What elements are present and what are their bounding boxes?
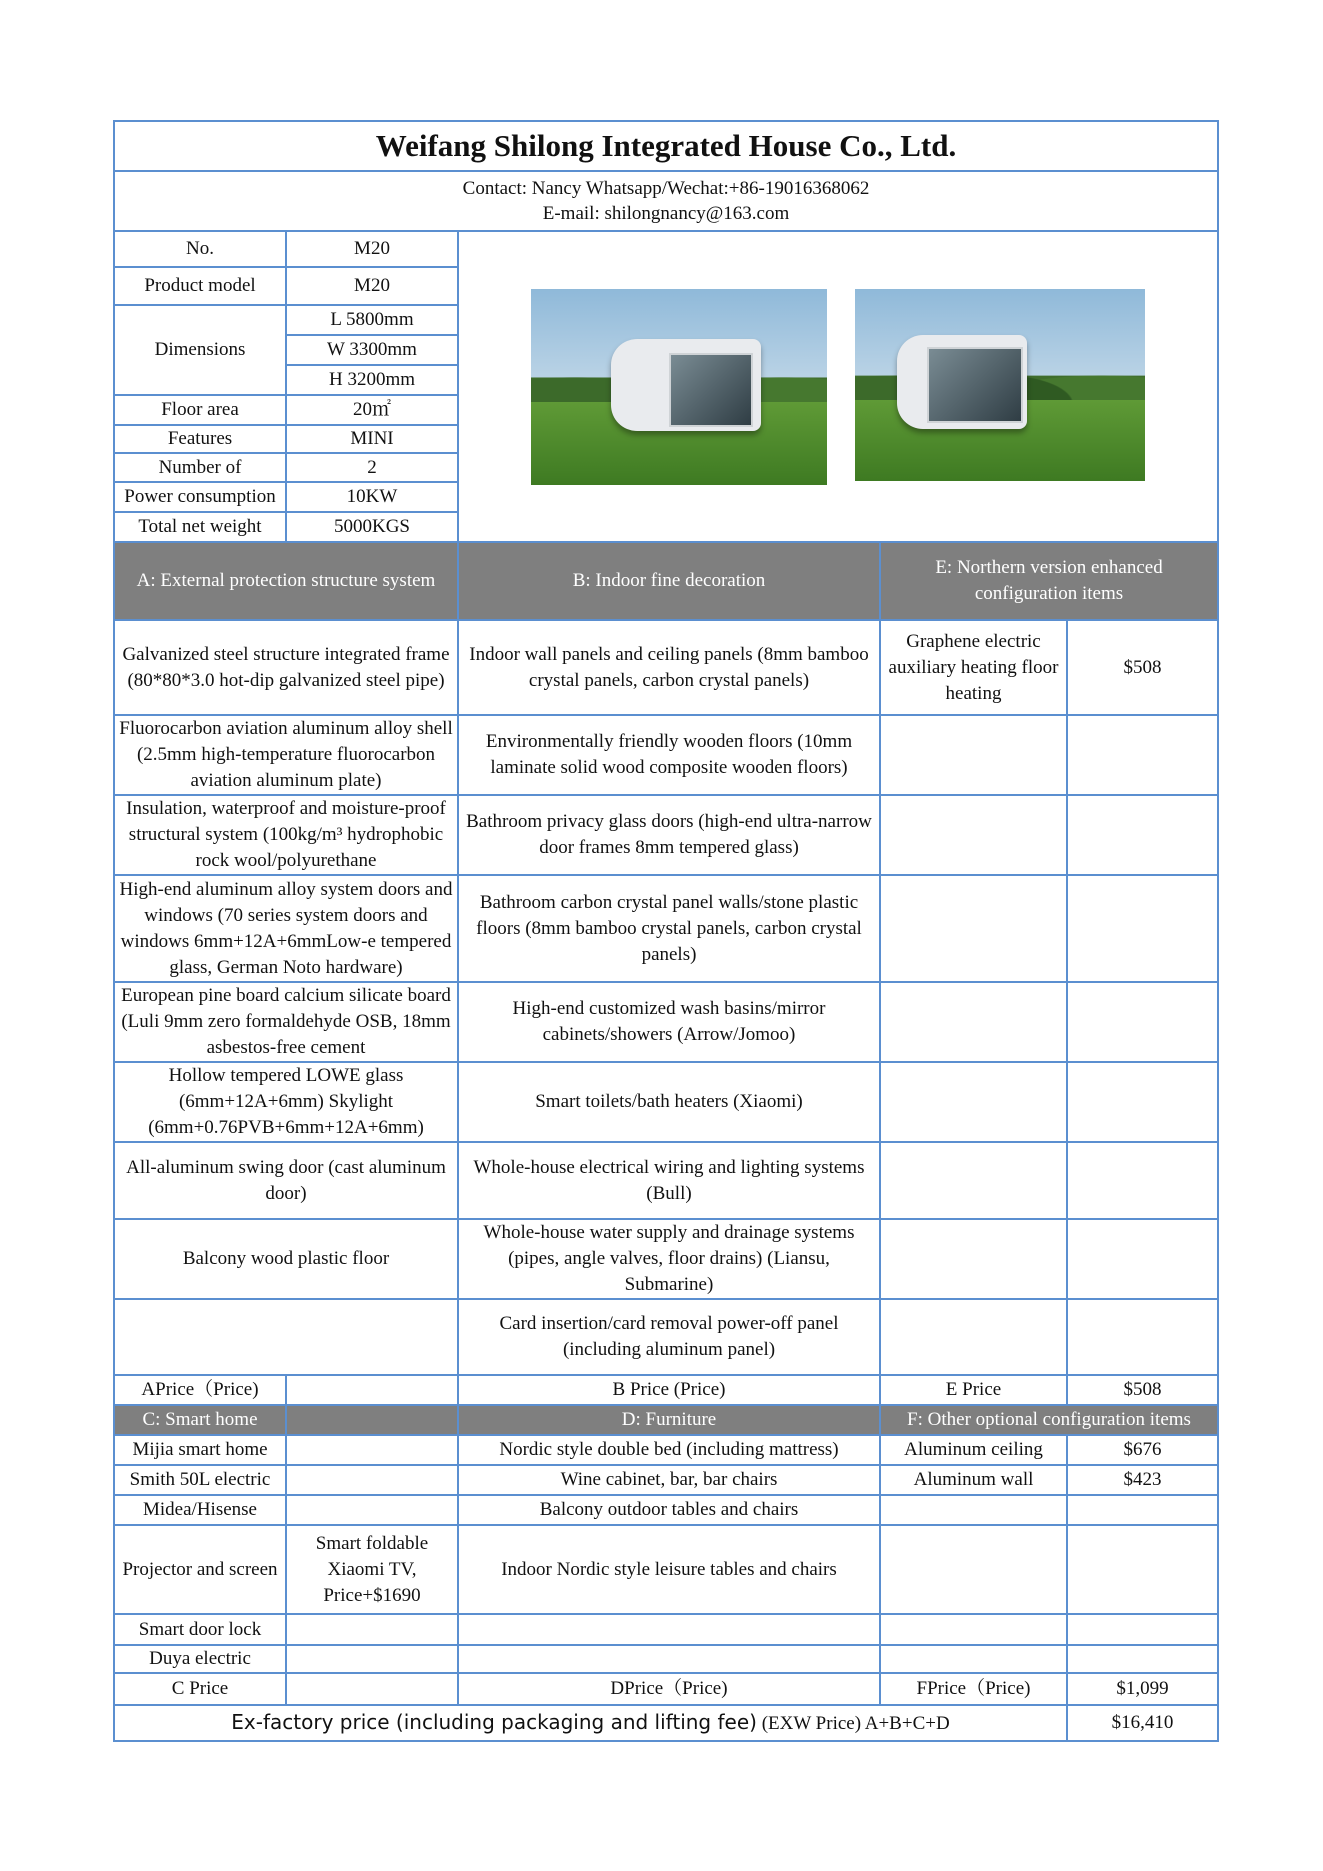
spec-weight-value: 5000KGS — [286, 512, 458, 542]
item-a-2: Fluorocarbon aviation aluminum alloy shell (2.5mm high-temperature fluorocarbon aviation aluminum plate) — [114, 715, 458, 795]
item-c-5: Smart door lock — [114, 1614, 286, 1645]
item-f-2-price: $423 — [1067, 1465, 1218, 1495]
spec-area-label: Floor area — [114, 395, 286, 425]
price-a-label: APrice（Price) — [114, 1375, 286, 1405]
item-d-4: Indoor Nordic style leisure tables and chairs — [458, 1525, 880, 1614]
spec-no-label: No. — [114, 231, 286, 267]
spec-area-value: 20㎡ — [286, 395, 458, 425]
item-f-1-price: $676 — [1067, 1435, 1218, 1465]
price-b-label: B Price (Price) — [458, 1375, 880, 1405]
spec-model-value: M20 — [286, 267, 458, 305]
price-c-value — [286, 1673, 458, 1705]
item-e-1: Graphene electric auxiliary heating floor heating — [880, 620, 1067, 715]
item-e-6-price — [1067, 1062, 1218, 1142]
item-a-1: Galvanized steel structure integrated frame (80*80*3.0 hot-dip galvanized steel pipe) — [114, 620, 458, 715]
section-d-header: D: Furniture — [458, 1405, 880, 1435]
item-e-7-price — [1067, 1142, 1218, 1219]
item-e-3-price — [1067, 795, 1218, 875]
item-e-2-price — [1067, 715, 1218, 795]
item-f-5 — [880, 1614, 1067, 1645]
item-b-8: Whole-house water supply and drainage systems (pipes, angle valves, floor drains) (Liansu, Submarine) — [458, 1219, 880, 1299]
section-f-header: F: Other optional configuration items — [880, 1405, 1218, 1435]
spec-features-value: MINI — [286, 425, 458, 453]
total-value: $16,410 — [1067, 1705, 1218, 1741]
item-c-2-detail — [286, 1465, 458, 1495]
item-f-5-price — [1067, 1614, 1218, 1645]
item-d-3: Balcony outdoor tables and chairs — [458, 1495, 880, 1525]
item-c-6-detail — [286, 1645, 458, 1673]
spec-dim-length: L 5800mm — [286, 305, 458, 335]
item-e-8 — [880, 1219, 1067, 1299]
section-e-header: E: Northern version enhanced configuration items — [880, 542, 1218, 620]
item-e-8-price — [1067, 1219, 1218, 1299]
item-b-7: Whole-house electrical wiring and lighting systems (Bull) — [458, 1142, 880, 1219]
spec-weight-label: Total net weight — [114, 512, 286, 542]
spec-number-label: Number of — [114, 453, 286, 482]
item-e-9 — [880, 1299, 1067, 1375]
section-c-header: C: Smart home — [114, 1405, 286, 1435]
item-c-4-detail: Smart foldable Xiaomi TV, Price+$1690 — [286, 1525, 458, 1614]
item-f-6-price — [1067, 1645, 1218, 1673]
contact-phone: Contact: Nancy Whatsapp/Wechat:+86-19016368062 — [462, 178, 870, 199]
item-b-6: Smart toilets/bath heaters (Xiaomi) — [458, 1062, 880, 1142]
item-e-6 — [880, 1062, 1067, 1142]
item-d-1: Nordic style double bed (including mattress) — [458, 1435, 880, 1465]
item-b-9: Card insertion/card removal power-off panel (including aluminum panel) — [458, 1299, 880, 1375]
item-f-4-price — [1067, 1525, 1218, 1614]
product-photos — [458, 231, 1218, 542]
quotation-sheet — [113, 120, 1217, 1742]
item-e-4-price — [1067, 875, 1218, 982]
item-c-2: Smith 50L electric — [114, 1465, 286, 1495]
item-e-5 — [880, 982, 1067, 1062]
item-b-3: Bathroom privacy glass doors (high-end ultra-narrow door frames 8mm tempered glass) — [458, 795, 880, 875]
item-a-8: Balcony wood plastic floor — [114, 1219, 458, 1299]
spec-dim-width: W 3300mm — [286, 335, 458, 365]
company-title: Weifang Shilong Integrated House Co., Ltd. — [114, 121, 1218, 171]
item-e-7 — [880, 1142, 1067, 1219]
item-f-2: Aluminum wall — [880, 1465, 1067, 1495]
price-e-value: $508 — [1067, 1375, 1218, 1405]
spec-features-label: Features — [114, 425, 286, 453]
spec-no-value: M20 — [286, 231, 458, 267]
item-a-3: Insulation, waterproof and moisture-proof structural system (100kg/m³ hydrophobic rock wool/polyurethane — [114, 795, 458, 875]
price-a-value — [286, 1375, 458, 1405]
item-b-5: High-end customized wash basins/mirror cabinets/showers (Arrow/Jomoo) — [458, 982, 880, 1062]
item-a-7: All-aluminum swing door (cast aluminum door) — [114, 1142, 458, 1219]
section-a-header: A: External protection structure system — [114, 542, 458, 620]
price-c-label: C Price — [114, 1673, 286, 1705]
quotation-table — [113, 120, 1219, 1742]
item-e-4 — [880, 875, 1067, 982]
item-a-5: European pine board calcium silicate board (Luli 9mm zero formaldehyde OSB, 18mm asbestos-free cement — [114, 982, 458, 1062]
spec-model-label: Product model — [114, 267, 286, 305]
total-label-tail: (EXW Price) A+B+C+D — [761, 1713, 950, 1734]
spec-number-value: 2 — [286, 453, 458, 482]
item-f-3 — [880, 1495, 1067, 1525]
section-b-header: B: Indoor fine decoration — [458, 542, 880, 620]
item-b-4: Bathroom carbon crystal panel walls/stone plastic floors (8mm bamboo crystal panels, carbon crystal panels) — [458, 875, 880, 982]
item-c-3-detail — [286, 1495, 458, 1525]
item-f-1: Aluminum ceiling — [880, 1435, 1067, 1465]
total-label — [114, 1705, 1067, 1741]
spec-dimensions-label: Dimensions — [114, 305, 286, 395]
item-f-6 — [880, 1645, 1067, 1673]
item-c-3: Midea/Hisense — [114, 1495, 286, 1525]
product-photo-front — [531, 289, 827, 485]
item-c-6: Duya electric — [114, 1645, 286, 1673]
spec-power-value: 10KW — [286, 482, 458, 512]
item-d-5 — [458, 1614, 880, 1645]
item-d-6 — [458, 1645, 880, 1673]
item-a-9 — [114, 1299, 458, 1375]
item-b-1: Indoor wall panels and ceiling panels (8mm bamboo crystal panels, carbon crystal panels) — [458, 620, 880, 715]
item-e-1-price: $508 — [1067, 620, 1218, 715]
section-c-header-blank — [286, 1405, 458, 1435]
contact-email: E-mail: shilongnancy@163.com — [542, 203, 790, 224]
item-a-6: Hollow tempered LOWE glass (6mm+12A+6mm) Skylight (6mm+0.76PVB+6mm+12A+6mm) — [114, 1062, 458, 1142]
item-e-2 — [880, 715, 1067, 795]
price-f-value: $1,099 — [1067, 1673, 1218, 1705]
product-photo-side — [855, 289, 1145, 481]
price-f-label: FPrice（Price) — [880, 1673, 1067, 1705]
item-d-2: Wine cabinet, bar, bar chairs — [458, 1465, 880, 1495]
item-c-1: Mijia smart home — [114, 1435, 286, 1465]
item-a-4: High-end aluminum alloy system doors and windows (70 series system doors and windows 6mm+12A+6mmLow-e tempered glass, German Noto hardware) — [114, 875, 458, 982]
item-f-3-price — [1067, 1495, 1218, 1525]
spec-dim-height: H 3200mm — [286, 365, 458, 395]
item-c-1-detail — [286, 1435, 458, 1465]
price-d-label: DPrice（Price) — [458, 1673, 880, 1705]
total-label-main: Ex-factory price (including packaging and lifting fee) — [231, 1710, 757, 1734]
item-e-5-price — [1067, 982, 1218, 1062]
item-c-4: Projector and screen — [114, 1525, 286, 1614]
spec-power-label: Power consumption — [114, 482, 286, 512]
item-f-4 — [880, 1525, 1067, 1614]
contact-info — [114, 171, 1218, 231]
item-c-5-detail — [286, 1614, 458, 1645]
item-e-9-price — [1067, 1299, 1218, 1375]
item-e-3 — [880, 795, 1067, 875]
price-e-label: E Price — [880, 1375, 1067, 1405]
item-b-2: Environmentally friendly wooden floors (10mm laminate solid wood composite wooden floors) — [458, 715, 880, 795]
